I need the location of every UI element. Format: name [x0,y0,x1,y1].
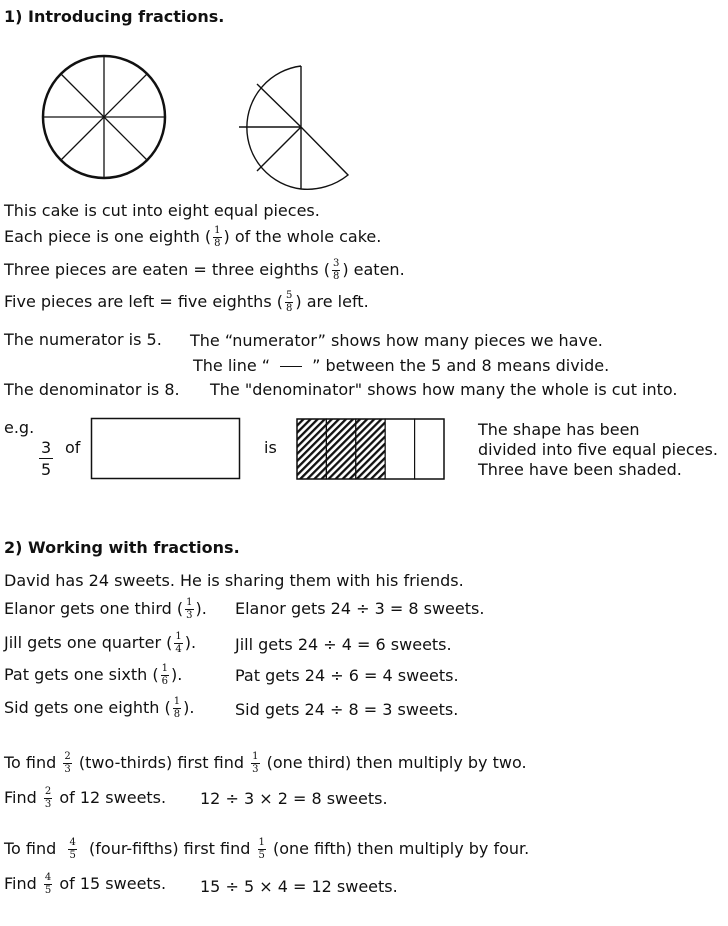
fraction-five-eighths: $\frac{5}{8}$ [285,290,293,314]
intro-line-2: Each piece is one eighth ( $\frac{1}{8}$ ) of the whole cake. [4,225,382,249]
example-desc-2: divided into five equal pieces. [478,440,718,459]
division-line-symbol [280,366,302,367]
example-is: is [264,438,277,457]
fraction-one-eighth-2: $\frac{1}{8}$ [173,696,181,720]
example-desc-3: Three have been shaded. [478,460,682,479]
fraction-one-sixth: $\frac{1}{6}$ [161,663,169,687]
example-desc-1: The shape has been [478,420,640,439]
numerator-description: The “numerator” shows how many pieces we have. [190,331,603,350]
example-label: e.g. [4,418,35,437]
fraction-four-fifths: $\frac{4}{5}$ [69,837,76,861]
to-find-four-fifths: To find $\frac{4}{5}$ (four-fifths) first find $\frac{1}{5}$ (one fifth) then multiply by four. [4,837,530,861]
find-two-thirds-calculation: 12 ÷ 3 × 2 = 8 sweets. [200,789,388,808]
find-four-fifths-calculation: 15 ÷ 5 × 4 = 12 sweets. [200,877,398,896]
find-four-fifths-example: Find $\frac{4}{5}$ of 15 sweets. [4,872,167,896]
denominator-label: The denominator is 8. [4,380,180,399]
whole-cake-diagram [40,52,170,184]
intro-line-3: Three pieces are eaten = three eighths ( $\frac{3}{8}$ ) eaten. [4,258,405,282]
unshaded-part [385,419,414,479]
sid-line: Sid gets one eighth ( $\frac{1}{8}$ ). [4,696,195,720]
sid-calculation: Sid gets 24 ÷ 8 = 3 sweets. [235,700,459,719]
numerator-label: The numerator is 5. [4,330,162,349]
intro-line-1: This cake is cut into eight equal pieces. [4,201,320,220]
fraction-one-third: $\frac{1}{3}$ [186,597,193,621]
fraction-two-thirds-2: $\frac{2}{3}$ [44,786,52,810]
elanor-calculation: Elanor gets 24 ÷ 3 = 8 sweets. [235,599,485,618]
fraction-one-eighth: $\frac{1}{8}$ [214,225,221,249]
shaded-rectangle [296,418,446,481]
sharing-intro: David has 24 sweets. He is sharing them with his friends. [4,571,464,590]
unshaded-part [415,419,444,479]
jill-line: Jill gets one quarter ( $\frac{1}{4}$ ). [4,631,197,655]
fraction-three-eighths: $\frac{3}{8}$ [332,258,340,282]
section-2-heading: 2) Working with fractions. [4,538,240,557]
pat-calculation: Pat gets 24 ÷ 6 = 4 sweets. [235,666,459,685]
shaded-part [356,419,385,479]
denominator-description: The "denominator" shows how many the whole is cut into. [210,380,678,399]
fraction-one-third-2: $\frac{1}{3}$ [252,751,259,775]
section-1-heading: 1) Introducing fractions. [4,7,225,26]
find-two-thirds-example: Find $\frac{2}{3}$ of 12 sweets. [4,786,167,810]
fraction-one-quarter: $\frac{1}{4}$ [175,631,182,655]
elanor-line: Elanor gets one third ( $\frac{1}{3}$ ). [4,597,207,621]
jill-calculation: Jill gets 24 ÷ 4 = 6 sweets. [235,635,452,654]
fraction-two-thirds: $\frac{2}{3}$ [64,751,71,775]
example-fraction: 3 5 [41,438,52,479]
remaining-cake-diagram [234,62,356,194]
to-find-two-thirds: To find $\frac{2}{3}$ (two-thirds) first find $\frac{1}{3}$ (one third) then multiply by two. [4,751,527,775]
shaded-part [297,419,326,479]
example-of: of [65,438,81,457]
division-line-description: The line “ ” between the 5 and 8 means divide. [193,356,610,375]
shaded-part [326,419,355,479]
fraction-four-fifths-2: $\frac{4}{5}$ [44,872,52,896]
pat-line: Pat gets one sixth ( $\frac{1}{6}$ ). [4,663,183,687]
intro-line-4: Five pieces are left = five eighths ( $\frac{5}{8}$ ) are left. [4,290,369,314]
empty-rectangle [90,417,242,481]
fraction-one-fifth: $\frac{1}{5}$ [258,837,265,861]
